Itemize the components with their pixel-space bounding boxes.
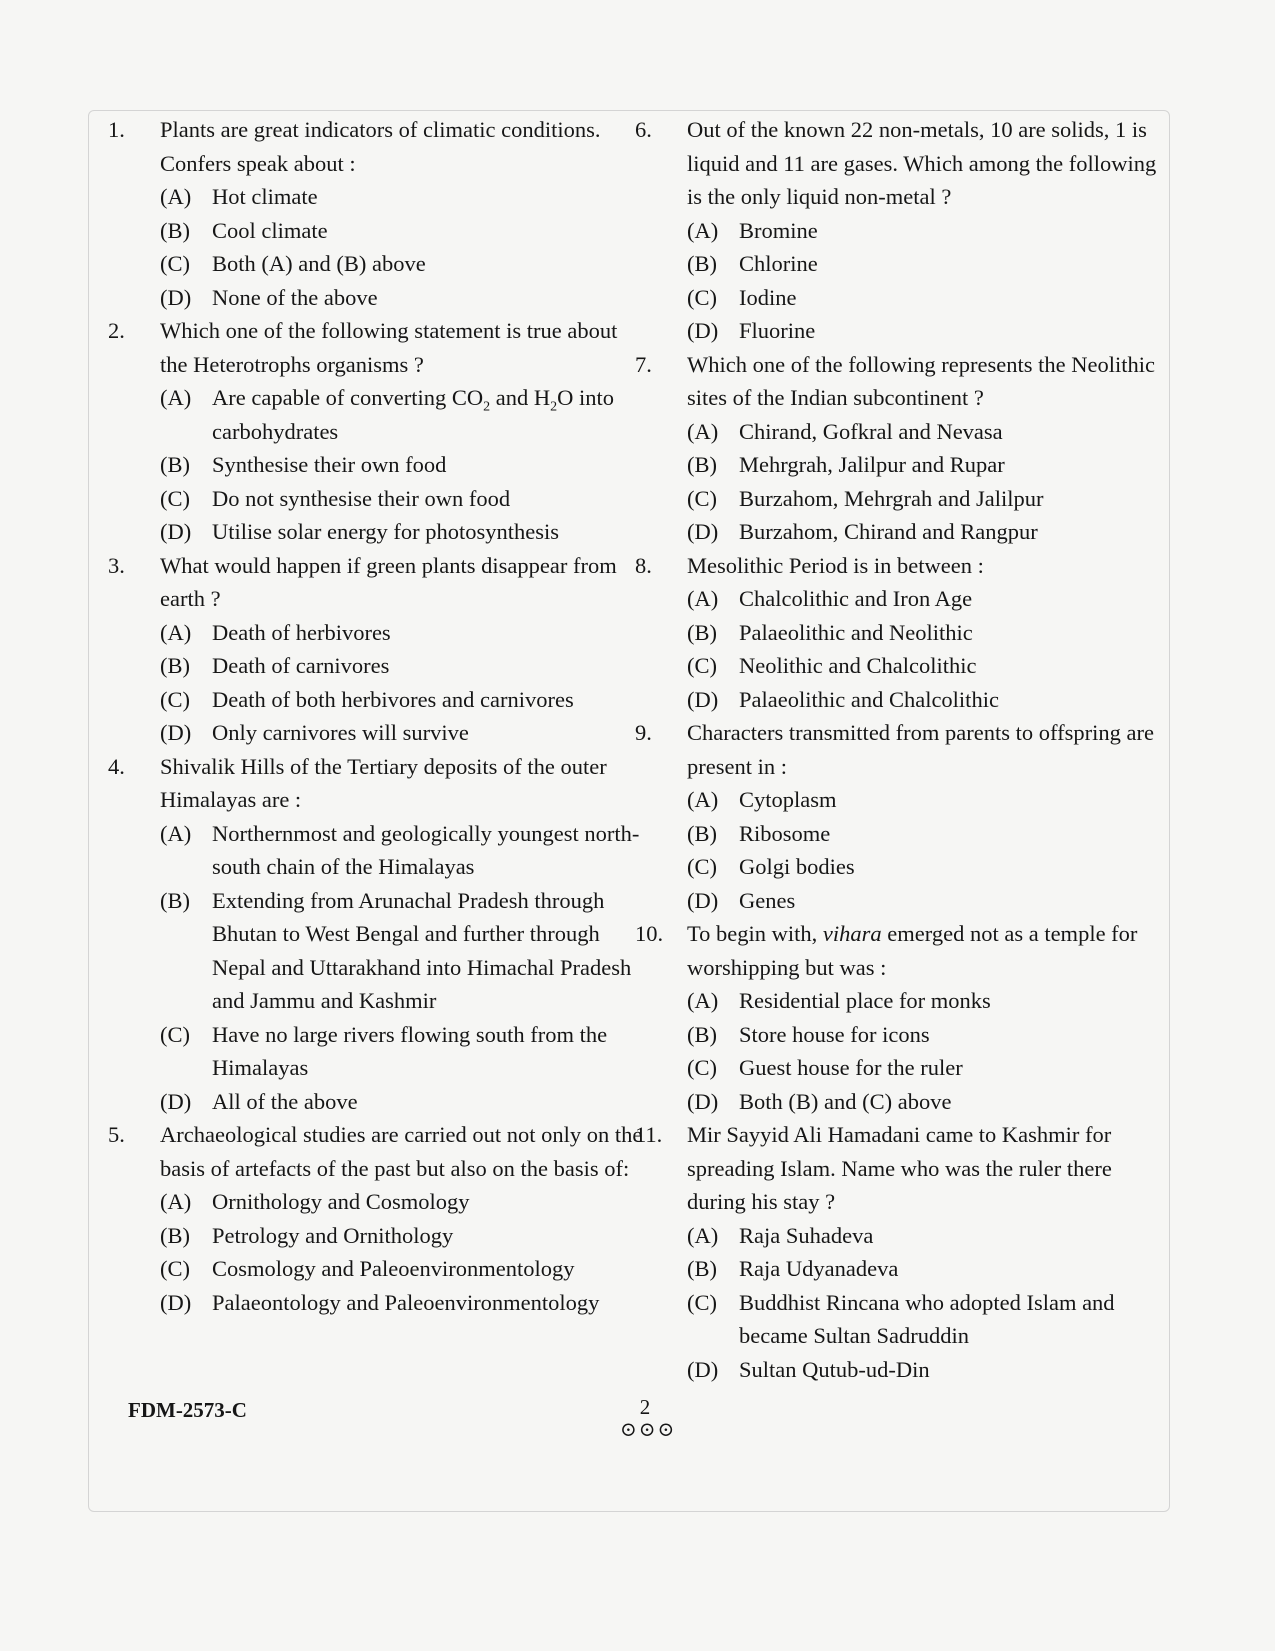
option-c: (C) Both (A) and (B) above [160,251,426,276]
question-10 [635,917,1160,1118]
option-d: (D) Palaeontology and Paleoenvironmentology [160,1289,600,1315]
question-7 [635,348,1160,549]
option-a: (A) Hot climate [160,184,318,209]
question-number: 9. [635,720,652,745]
option-d: (D) Both (B) and (C) above [687,1088,952,1114]
option-d: (D) Utilise solar energy for photosynthesis [160,519,560,544]
question-text: To begin with, vihara emerged not as a temple for worshipping but was : [687,921,1138,980]
option-d: (D) Burzahom, Chirand and Rangpur [687,519,1038,544]
question-text: Mesolithic Period is in between : [687,552,984,578]
option-b: (B) Death of carnivores [160,653,390,678]
question-text: Archaeological studies are carried out not only on the basis of artefacts of the past but also on the basis of: [160,1122,643,1181]
option-b: (B) Cool climate [160,217,328,243]
option-b: (B) Palaeolithic and Neolithic [687,619,973,645]
option-b: (B) Store house for icons [687,1021,930,1047]
question-4 [108,750,643,1119]
option-a: (A) Residential place for monks [687,988,991,1013]
option-c: (C) Buddhist Rincana who adopted Islam and became Sultan Sadruddin [687,1289,1115,1348]
question-number: 3. [108,552,125,578]
question-number: 10. [635,921,664,946]
option-a: (A) Northernmost and geologically youngest north-south chain of the Himalayas [160,820,640,879]
question-number: 7. [635,351,652,377]
option-b: (B) Extending from Arunachal Pradesh through Bhutan to West Bengal and further through Nepal and Uttarakhand into Himachal Pradesh and Jammu and Kashmir [160,887,632,1013]
option-d: (D) Genes [687,887,796,913]
option-a: (A) Bromine [687,217,818,243]
option-c: (C) Iodine [687,284,797,310]
option-c: (C) Have no large rivers flowing south from the Himalayas [160,1021,608,1080]
question-number: 1. [108,117,125,142]
question-9 [635,716,1160,917]
question-number: 4. [108,753,125,779]
option-c: (C) Do not synthesise their own food [160,485,511,511]
question-number: 2. [108,318,125,343]
option-a: (A) Cytoplasm [687,787,837,812]
question-6 [635,113,1160,348]
question-number: 5. [108,1122,125,1147]
question-text: Characters transmitted from parents to offspring are present in : [687,720,1154,779]
option-a: (A) Raja Suhadeva [687,1222,874,1248]
option-c: (C) Guest house for the ruler [687,1055,963,1080]
question-number: 8. [635,552,652,578]
option-b: (B) Mehrgrah, Jalilpur and Rupar [687,452,1005,477]
option-d: (D) Only carnivores will survive [160,720,469,745]
option-d: (D) All of the above [160,1088,358,1114]
option-b: (B) Raja Udyanadeva [687,1256,899,1281]
question-11 [635,1118,1160,1386]
left-column [108,113,643,1319]
question-text: Shivalik Hills of the Tertiary deposits of the outer Himalayas are : [160,753,607,812]
option-c: (C) Golgi bodies [687,854,855,879]
page-number-block [620,1395,677,1441]
booklet-code: FDM-2573-C [128,1398,247,1422]
option-d: (D) Palaeolithic and Chalcolithic [687,686,999,712]
question-8 [635,549,1160,717]
option-b: (B) Ribosome [687,820,831,846]
option-a: (A) Ornithology and Cosmology [160,1189,470,1214]
question-number: 11. [635,1122,663,1147]
question-text: What would happen if green plants disappear from earth ? [160,552,617,611]
question-number: 6. [635,117,652,142]
page-dots: ⊙⊙⊙ [620,1419,677,1441]
option-b: (B) Petrology and Ornithology [160,1222,454,1248]
option-c: (C) Neolithic and Chalcolithic [687,653,977,678]
question-1 [108,113,643,314]
option-d: (D) Sultan Qutub-ud-Din [687,1356,930,1382]
option-d: (D) None of the above [160,284,378,310]
question-text: Out of the known 22 non-metals, 10 are solids, 1 is liquid and 11 are gases. Which among the following is the only liquid non-metal ? [687,117,1157,209]
option-b: (B) Chlorine [687,251,818,276]
question-3 [108,549,643,750]
option-a: (A) Are capable of converting $CO_2$ and $H_2O$ into carbohydrates [160,385,615,444]
question-5 [108,1118,643,1319]
option-a: (A) Chirand, Gofkral and Nevasa [687,418,1003,444]
page-number: 2 [639,1395,651,1419]
option-d: (D) Fluorine [687,318,816,343]
question-text: Which one of the following statement is true about the Heterotrophs organisms ? [160,318,618,377]
option-a: (A) Chalcolithic and Iron Age [687,586,973,611]
option-c: (C) Burzahom, Mehrgrah and Jalilpur [687,485,1044,511]
question-2 [108,314,643,549]
option-c: (C) Death of both herbivores and carnivores [160,686,574,712]
option-a: (A) Death of herbivores [160,619,391,645]
option-b: (B) Synthesise their own food [160,452,447,477]
question-text: Mir Sayyid Ali Hamadani came to Kashmir for spreading Islam. Name who was the ruler there during his stay ? [687,1122,1112,1214]
right-column [635,113,1160,1386]
question-text: Which one of the following represents the Neolithic sites of the Indian subcontinent ? [687,351,1155,410]
question-text: Plants are great indicators of climatic conditions. Confers speak about : [160,117,601,176]
option-c: (C) Cosmology and Paleoenvironmentology [160,1256,575,1281]
